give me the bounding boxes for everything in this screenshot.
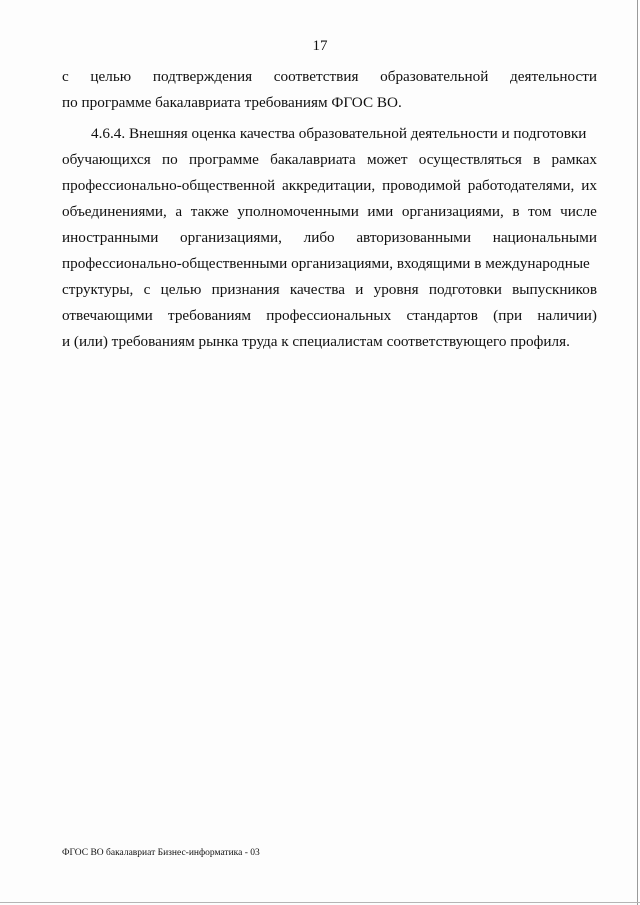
word: объединениями, <box>62 203 167 220</box>
paragraph-2-line-5 <box>62 225 597 251</box>
paragraph-2-line-6: профессионально-общественными организациями, входящими в международные <box>62 255 590 272</box>
word: в <box>533 151 541 168</box>
word: осуществляться <box>418 151 522 168</box>
word: деятельности <box>510 68 597 85</box>
word: организациями, <box>401 203 504 220</box>
paragraph-2-line-7 <box>62 277 597 303</box>
word: отвечающими <box>62 307 153 324</box>
word: а <box>175 203 183 220</box>
word: с <box>143 281 151 298</box>
paragraph-2-line-8 <box>62 303 597 329</box>
paragraph-2-line-1: 4.6.4. Внешняя оценка качества образовательной деятельности и подготовки <box>91 125 587 142</box>
paragraph-2-line-2 <box>62 147 597 173</box>
word: работодателями, <box>467 177 575 194</box>
word: уполномоченными <box>237 203 359 220</box>
word: бакалавриата <box>270 151 356 168</box>
word: и <box>355 281 364 298</box>
word: качества <box>289 281 345 298</box>
page-number: 17 <box>312 38 328 54</box>
word: (при <box>493 307 523 324</box>
word: целью <box>90 68 132 85</box>
word: также <box>190 203 229 220</box>
word: уровня <box>373 281 419 298</box>
word: стандартов <box>406 307 478 324</box>
word: либо <box>303 229 335 246</box>
word: рамках <box>551 151 597 168</box>
word: целью <box>160 281 202 298</box>
word: аккредитации, <box>281 177 376 194</box>
word: авторизованными <box>356 229 472 246</box>
word: иностранными <box>62 229 159 246</box>
word: том <box>528 203 552 220</box>
word: может <box>366 151 408 168</box>
word: национальными <box>492 229 597 246</box>
word: их <box>581 177 597 194</box>
word: признания <box>211 281 280 298</box>
word: в <box>512 203 520 220</box>
word: наличии) <box>537 307 597 324</box>
paragraph-2-line-3 <box>62 173 597 199</box>
word: обучающихся <box>62 151 151 168</box>
word: соответствия <box>273 68 359 85</box>
paragraph-2-line-9: и (или) требованиям рынка труда к специалистам соответствующего профиля. <box>62 333 570 350</box>
document-footer: ФГОС ВО бакалавриат Бизнес-информатика - 03 <box>62 848 260 858</box>
word: образовательной <box>380 68 489 85</box>
word: числе <box>560 203 597 220</box>
paragraph-1-line-2: по программе бакалавриата требованиям ФГОС ВО. <box>62 94 402 111</box>
paragraph-1-line-1 <box>62 64 597 90</box>
word: профессионально-общественной <box>62 177 276 194</box>
paragraph-2-line-4 <box>62 199 597 225</box>
word: выпускников <box>512 281 597 298</box>
scan-edge-bottom <box>0 902 640 903</box>
word: структуры, <box>62 281 134 298</box>
word: по <box>162 151 178 168</box>
scan-edge-right <box>637 0 638 905</box>
word: ими <box>367 203 394 220</box>
word: профессиональных <box>266 307 392 324</box>
word: программе <box>189 151 259 168</box>
word: подготовки <box>428 281 502 298</box>
word: с <box>62 68 69 85</box>
word: проводимой <box>382 177 461 194</box>
word: подтверждения <box>152 68 253 85</box>
word: требованиям <box>168 307 252 324</box>
word: организациями, <box>180 229 282 246</box>
